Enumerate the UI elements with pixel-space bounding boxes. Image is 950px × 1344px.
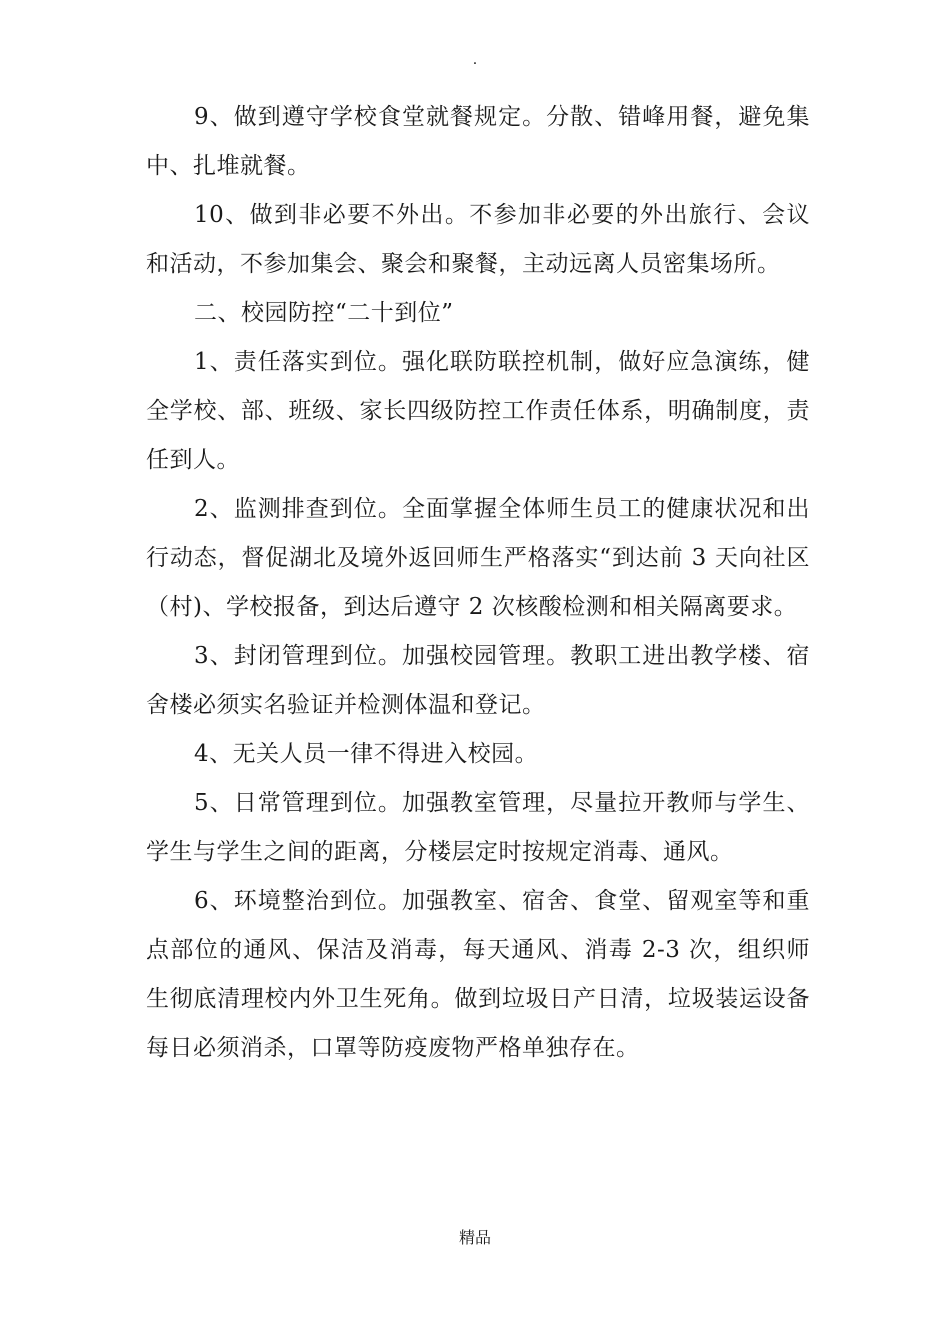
header-dot: .	[472, 52, 478, 68]
paragraph-responsibility: 1、责任落实到位。强化联防联控机制，做好应急演练，健全学校、部、班级、家长四级防控工作责任体系，明确制度，责任到人。	[146, 349, 810, 473]
paragraph-closed-management: 3、封闭管理到位。加强校园管理。教职工进出教学楼、宿舍楼必须实名验证并检测体温和登记。	[146, 643, 810, 718]
paragraph-environment: 6、环境整治到位。加强教室、宿舍、食堂、留观室等和重点部位的通风、保洁及消毒，每天通风、消毒 2-3 次，组织师生彻底清理校内外卫生死角。做到垃圾日产日清，垃圾装运设备每日必须消杀，口罩等防疫废物严格单独存在。	[146, 888, 810, 1061]
paragraph-item-10: 10、做到非必要不外出。不参加非必要的外出旅行、会议和活动，不参加集会、聚会和聚餐，主动远离人员密集场所。	[146, 202, 810, 277]
document-body	[146, 93, 810, 1073]
section-heading-campus-control: 二、校园防控“二十到位”	[194, 300, 454, 326]
paragraph-monitoring: 2、监测排查到位。全面掌握全体师生员工的健康状况和出行动态，督促湖北及境外返回师生严格落实“到达前 3 天向社区（村)、学校报备，到达后遵守 2 次核酸检测和相关隔离要求。	[146, 496, 810, 620]
paragraph-no-outsiders: 4、无关人员一律不得进入校园。	[194, 741, 539, 767]
footer-label: 精品	[458, 1228, 491, 1247]
paragraph-daily-management: 5、日常管理到位。加强教室管理，尽量拉开教师与学生、学生与学生之间的距离，分楼层定时按规定消毒、通风。	[146, 790, 810, 865]
paragraph-item-9: 9、做到遵守学校食堂就餐规定。分散、错峰用餐，避免集中、扎堆就餐。	[146, 104, 810, 179]
